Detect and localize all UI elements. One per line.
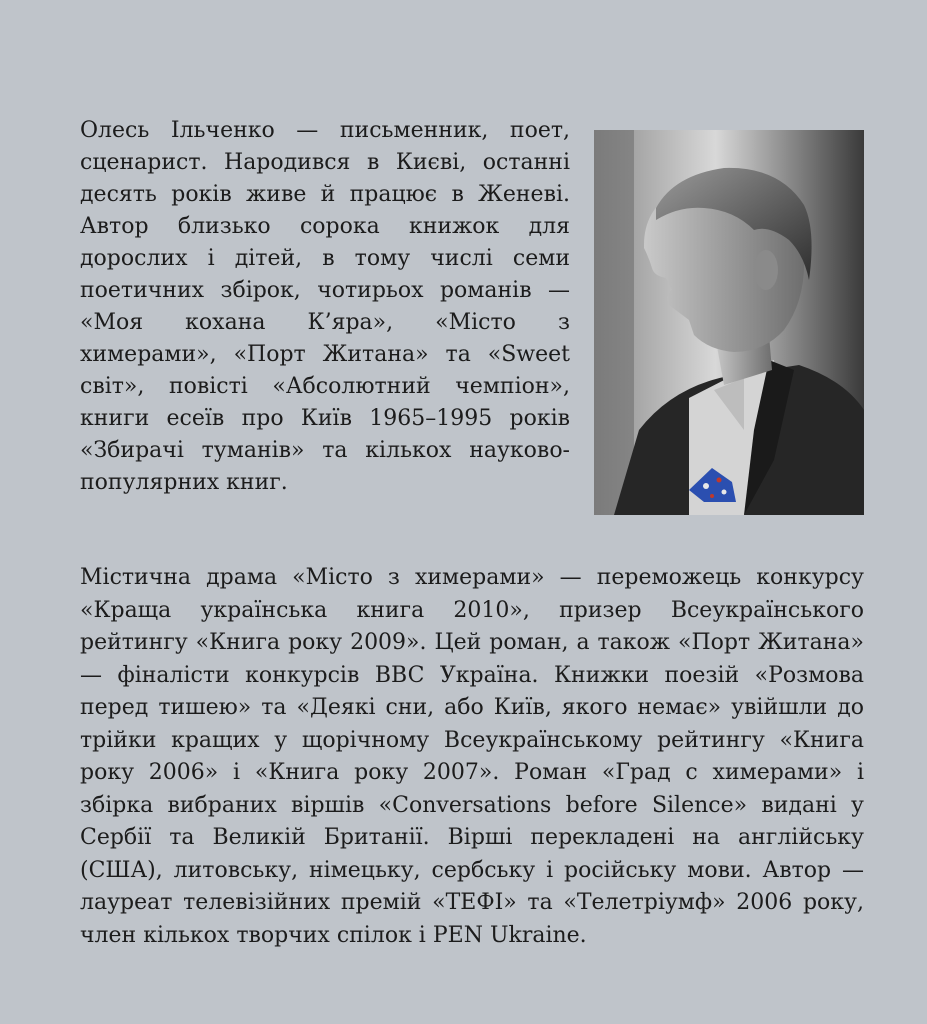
author-photo bbox=[594, 130, 864, 515]
author-bio: Олесь Ільченко — письменник, поет, сценарист. Народився в Києві, останні десять років живе й працює в Женеві. Автор близько сорока книжок для дорослих і дітей, в тому числі семи поетичних збірок, чотирьох романів — «Моя кохана К’яра», «Місто з химерами», «Порт Житана» та «Sweet світ», повісті «Абсолютний чемпіон», книги есеїв про Київ 1965–1995 років «Збирачі туманів» та кількох науково-популярних книг. bbox=[80, 118, 570, 495]
author-awards: Містична драма «Місто з химерами» — переможець конкурсу «Краща українська книга 2010», призер Всеукраїнського рейтингу «Книга року 2009». Цей роман, а також «Порт Житана» — фіналісти конкурсів BBC Україна. Книжки поезій «Розмова перед тишею» та «Деякі сни, або Київ, якого немає» увійшли до трійки кращих у щорічному Всеукраїнському рейтингу «Книга року 2006» і «Книга року 2007». Роман «Град с химерами» і збірка вибраних віршів «Conversations before Silence» видані у Сербії та Великій Британії. Вірші перекладені на англійську (США), литовську, німецьку, сербську і російську мови. Автор — лауреат телевізійних премій «ТЕФІ» та «Телетріумф» 2006 року, член кількох творчих спілок і PEN Ukraine. bbox=[80, 565, 864, 948]
